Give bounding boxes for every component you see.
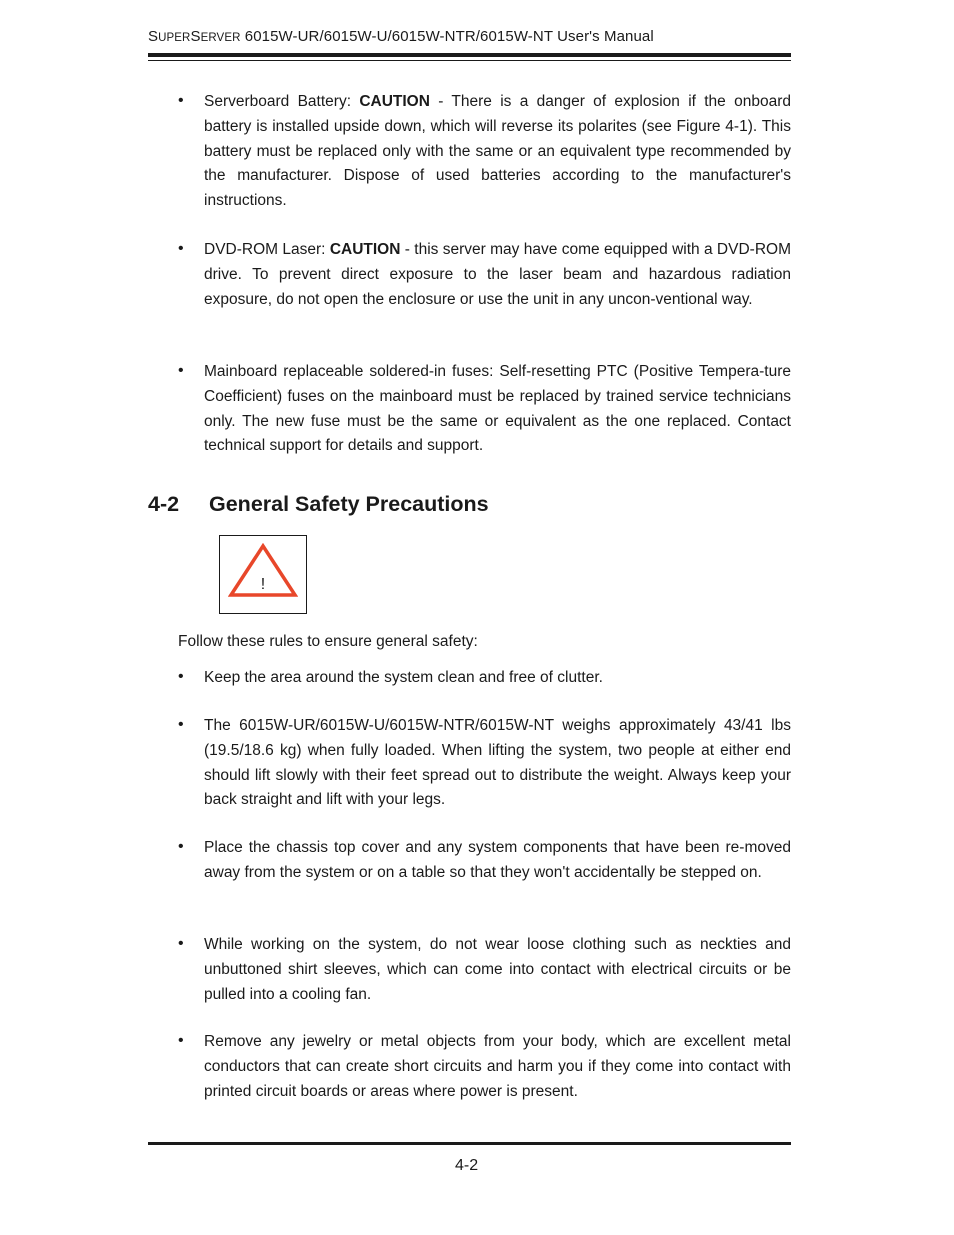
caution-label: CAUTION (359, 93, 430, 110)
bullet-text: Mainboard replaceable soldered-in fuses: Self-resetting PTC (Positive Tempera-ture Coefficient) fuses on the mainboard must be replaced by trained service technicians only. The new fuse must be the same or equivalent as the one replaced. Contact technical support for details and support. (204, 363, 791, 455)
header-small-1: UPER (158, 32, 191, 44)
bullet-text: Keep the area around the system clean and free of clutter. (204, 669, 603, 686)
section-title: General Safety Precautions (209, 492, 489, 516)
bullet-dot: • (178, 240, 184, 257)
bullet-dot: • (178, 716, 184, 733)
warning-triangle-icon (228, 543, 298, 599)
bullet-lead: Serverboard Battery: (204, 93, 360, 110)
bullet-dot: • (178, 92, 184, 109)
header-rule-thin (148, 60, 791, 61)
header-cap-2: S (190, 28, 201, 45)
header-small-2: ERVER (200, 32, 241, 44)
bullet-text: Remove any jewelry or metal objects from your body, which are excellent metal conductors that can create short circuits and harm you if they come into contact with printed circuit boards or areas where power is present. (204, 1033, 791, 1100)
header-rule-thick (148, 53, 791, 57)
bullet-dot: • (178, 935, 184, 952)
bullet-lead: DVD-ROM Laser: (204, 241, 330, 258)
warning-exclamation: ! (260, 576, 266, 593)
section-intro: Follow these rules to ensure general safety: (178, 633, 478, 650)
running-header (148, 28, 654, 45)
caution-label: CAUTION (329, 241, 401, 258)
bullet-text (204, 238, 791, 312)
bullet-dot: • (178, 362, 184, 379)
section-heading (148, 492, 489, 517)
bullet-text: While working on the system, do not wear loose clothing such as neckties and unbuttoned shirt sleeves, which can come into contact with electrical circuits or be pulled into a cooling fan. (204, 936, 791, 1003)
header-rest: 6015W-UR/6015W-U/6015W-NTR/6015W-NT User's Manual (240, 28, 654, 45)
footer-rule (148, 1142, 791, 1145)
warning-box (219, 535, 307, 614)
bullet-dot: • (178, 838, 184, 855)
bullet-dot: • (178, 668, 184, 685)
bullet-body: - There is a danger of explosion if the onboard battery is installed upside down, which will reverse its polarites (see Figure 4-1). This battery must be replaced only with the same or an equivalent type recommended by the manufacturer. Dispose of used batteries according to the manufacturer's instructions. (204, 93, 791, 210)
bullet-text (204, 90, 791, 214)
bullet-body: - this server may have come equipped with a DVD-ROM drive. To prevent direct exposure to the laser beam and hazardous radiation exposure, do not open the enclosure or use the unit in any uncon-ventional way. (204, 241, 791, 308)
bullet-dot: • (178, 1032, 184, 1049)
section-number: 4-2 (148, 492, 180, 516)
page-number: 4-2 (455, 1157, 479, 1174)
header-cap-1: S (148, 28, 159, 45)
bullet-text: The 6015W-UR/6015W-U/6015W-NTR/6015W-NT weighs approximately 43/41 lbs (19.5/18.6 kg) when fully loaded. When lifting the system, two people at either end should lift slowly with their feet spread out to distribute the weight. Always keep your back straight and lift with your legs. (204, 717, 791, 809)
bullet-text: Place the chassis top cover and any system components that have been re-moved away from the system or on a table so that they won't accidentally be stepped on. (204, 839, 791, 881)
